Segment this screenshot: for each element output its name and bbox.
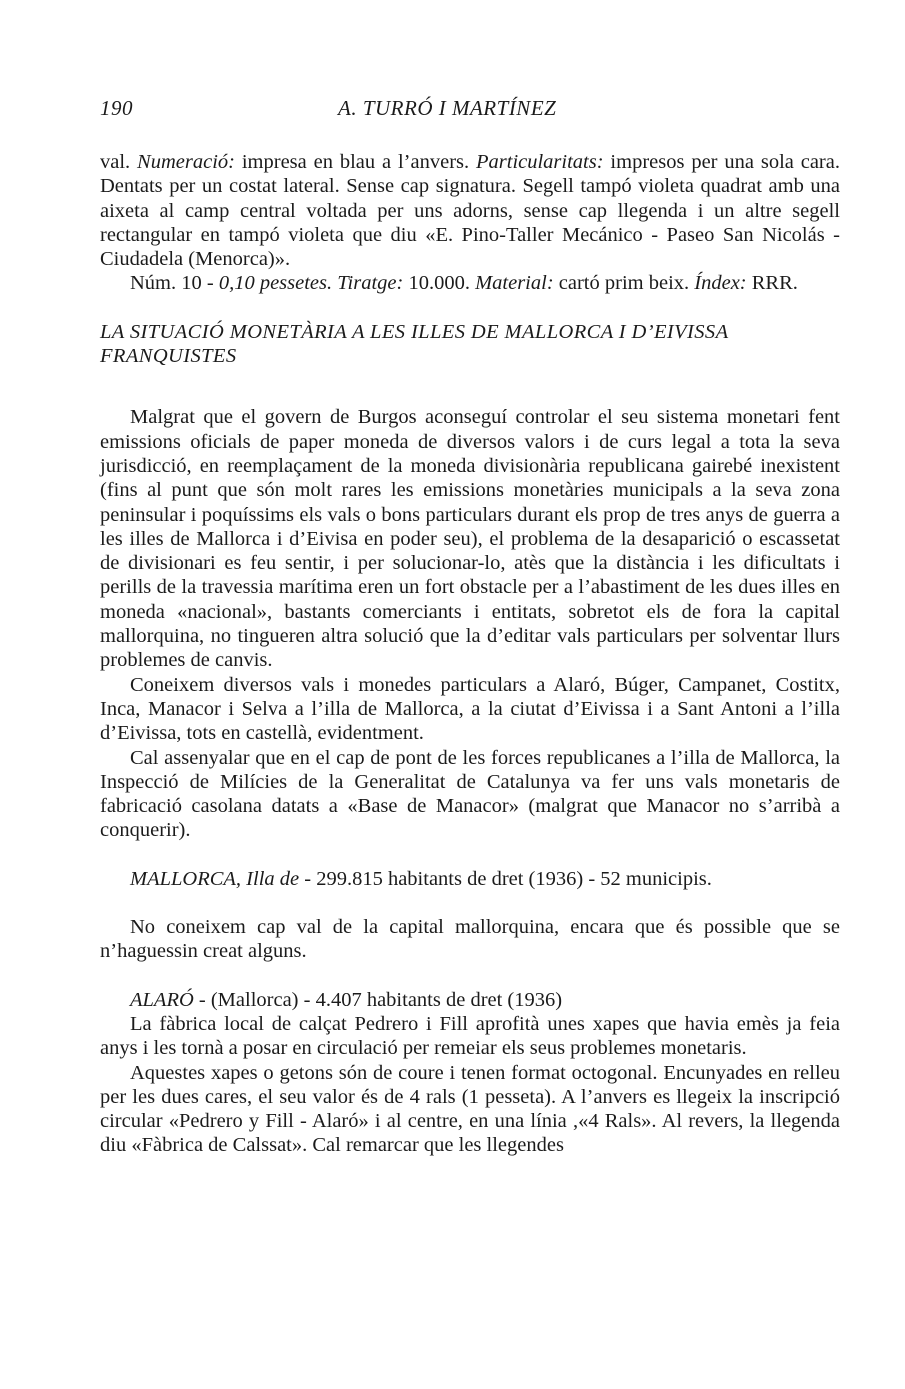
- running-head: [100, 96, 840, 126]
- paragraph: No coneixem cap val de la capital mallorquina, encara que és possible que se n’haguessin creat alguns.: [100, 916, 840, 963]
- page-number: 190: [100, 96, 133, 120]
- running-title-author: A. TURRÓ I MARTÍNEZ: [338, 96, 557, 120]
- locality-heading-alaro: ALARÓ - (Mallorca) - 4.407 habitants de dret (1936): [130, 988, 563, 1011]
- paragraph: Coneixem diversos vals i monedes particulars a Alaró, Búger, Campanet, Costitx, Inca, Manacor i Selva a l’illa de Mallorca, a la ciutat d’Eivissa i a Sant Antoni a l’illa d’Eivissa, tots en castellà, evidentment.: [100, 673, 840, 745]
- locality-heading-mallorca: MALLORCA, Illa de - 299.815 habitants de dret (1936) - 52 municipis.: [130, 867, 712, 890]
- paragraph-continuation: val. Numeració: impresa en blau a l’anvers. Particularitats: impresos per una sola cara. Dentats per un costat lateral. Sense cap signatura. Segell tampó violeta quadrat amb una aixeta al camp central voltada per uns adorns, sense cap llegenda i un altre segell rectangular en tampó violeta que diu «E. Pino-Taller Mecánico - Paseo San Nicolás - Ciudadela (Menorca)».: [100, 151, 840, 271]
- paragraph: La fàbrica local de calçat Pedrero i Fill aprofità unes xapes que havia emès ja feia anys i les tornà a posar en circulació per remeiar els seus problemes monetaris.: [100, 1012, 840, 1060]
- paragraph: Malgrat que el govern de Burgos aconseguí controlar el seu sistema monetari fent emissions oficials de paper moneda de diversos valors i de curs legal a tota la seva jurisdicció, en reemplaçament de la moneda divisionària republicana gairebé inexistent (fins al punt que són molt rares les emissions monetàries municipals a la seva zona peninsular i poquíssims els vals o bons particulars durant els prop de tres anys de guerra a les illes de Mallorca i d’Eivisa en poder seu), el problema de la desaparició o escassetat de divisionari es feu sentir, i per solucionar-lo, atès que la distància i les dificultats i perills de la travessia marítima eren un fort obstacle per a l’abastiment de les dues illes en moneda «nacional», bastants comerciants i entitats, sobretot els de fora la capital mallorquina, no tingueren altra solució que la d’editar vals particulars per solventar llurs problemes de canvis.: [100, 406, 840, 672]
- paragraph: Cal assenyalar que en el cap de pont de les forces republicanes a l’illa de Mallorca, la Inspecció de Milícies de la Generalitat de Catalunya va fer uns vals monetaris de fabricació casolana datats a «Base de Manacor» (malgrat que Manacor no s’arribà a conquerir).: [100, 746, 840, 842]
- catalog-entry: Núm. 10 - 0,10 pessetes. Tiratge: 10.000. Material: cartó prim beix. Índex: RRR.: [130, 272, 798, 295]
- body-text: [100, 150, 840, 1158]
- section-heading: LA SITUACIÓ MONETÀRIA A LES ILLES DE MALLORCA I D’EIVISSA FRANQUISTES: [100, 320, 729, 368]
- paragraph: Aquestes xapes o getons són de coure i tenen format octogonal. Encunyades en relleu per les dues cares, el seu valor és de 4 rals (1 pesseta). A l’anvers es llegeix la inscripció circular «Pedrero y Fill - Alaró» i al centre, en una línia ,«4 Rals». Al revers, la llegenda diu «Fàbrica de Calssat». Cal remarcar que les llegendes: [100, 1061, 840, 1157]
